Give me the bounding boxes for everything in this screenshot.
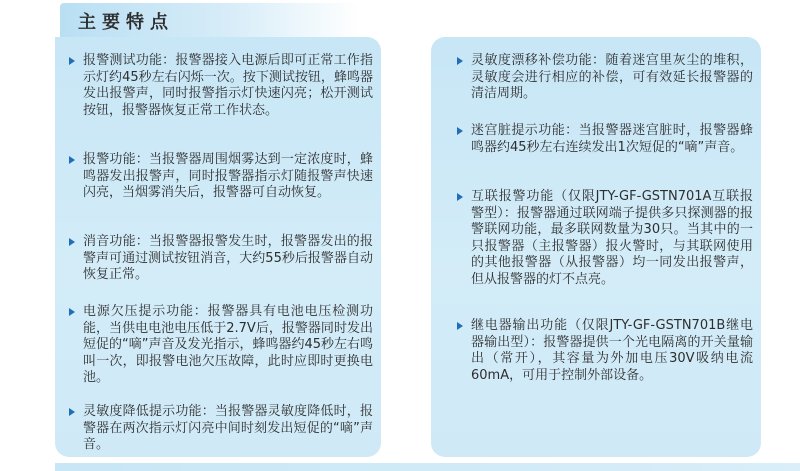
feature-text: 电源欠压提示功能：报警器具有电池电压检测功能，当供电电池电压低于2.7V后，报警器同时发出短促的“嘀”声音及发光指示，蜂鸣器约45秒左右鸣叫一次，即报警电池欠压故障，此时应即时更换电池。 (83, 304, 374, 386)
feature-text: 报警功能：当报警器周围烟雾达到一定浓度时，蜂鸣器发出报警声，同时报警器指示灯随报警声快速闪亮，当烟雾消失后，报警器可自动恢复。 (83, 152, 373, 201)
triangle-bullet-icon (457, 193, 463, 201)
feature-text: 消音功能：当报警器报警发生时，报警器发出的报警声可通过测试按钮消音，大约55秒后报警器自动恢复正常。 (83, 234, 373, 283)
left-feature-panel (55, 37, 381, 457)
feature-text: 互联报警功能（仅限JTY-GF-GSTN701A互联报警型）：报警器通过联网端子提供多只探测器的报警联网功能，最多联网数量为30只。当其中的一只报警器（主报警器）报火警时，与其联网使用的其他报警器（从报警器）均一同发出报警声，但从报警器的灯不点亮。 (471, 189, 753, 287)
feature-item-alarm-test (83, 53, 373, 119)
feature-item-sensitivity-low (83, 404, 373, 454)
feature-text: 灵敏度漂移补偿功能：随着迷宫里灰尘的堆积，灵敏度会进行相应的补偿，可有效延长报警器的清洁周期。 (471, 53, 753, 102)
feature-item-alarm (83, 152, 373, 202)
triangle-bullet-icon (69, 308, 75, 316)
feature-item-drift-compensation (471, 53, 753, 103)
triangle-bullet-icon (69, 238, 75, 246)
feature-item-silence (83, 234, 373, 284)
feature-item-dirty-chamber (471, 123, 753, 156)
feature-text: 继电器输出功能（仅限JTY-GF-GSTN701B继电器输出型）：报警器提供一个光电隔离的开关量输出（常开），其容量为外加电压30V吸纳电流60mA，可用于控制外部设备。 (471, 318, 753, 383)
right-feature-panel (431, 37, 761, 457)
feature-item-relay-output (471, 318, 753, 384)
triangle-bullet-icon (69, 156, 75, 164)
triangle-bullet-icon (69, 408, 75, 416)
triangle-bullet-icon (457, 127, 463, 135)
bottom-decoration-bar (55, 463, 800, 471)
feature-text: 灵敏度降低提示功能：当报警器灵敏度降低时，报警器在两次指示灯闪亮中间时刻发出短促的“嘀”声音。 (83, 404, 373, 453)
triangle-bullet-icon (457, 57, 463, 65)
triangle-bullet-icon (457, 322, 463, 330)
section-header (60, 3, 360, 37)
feature-text: 迷宫脏提示功能：当报警器迷宫脏时，报警器蜂鸣器约45秒左右连续发出1次短促的“嘀”声音。 (471, 123, 753, 155)
triangle-bullet-icon (69, 57, 75, 65)
feature-item-low-voltage (83, 304, 373, 387)
section-title: 主要特点 (78, 12, 174, 33)
feature-text: 报警测试功能：报警器接入电源后即可正常工作指示灯约45秒左右闪烁一次。按下测试按钮，蜂鸣器发出报警声，同时报警指示灯快速闪亮；松开测试按钮，报警器恢复正常工作状态。 (83, 53, 373, 118)
feature-item-interconnect (471, 189, 753, 289)
